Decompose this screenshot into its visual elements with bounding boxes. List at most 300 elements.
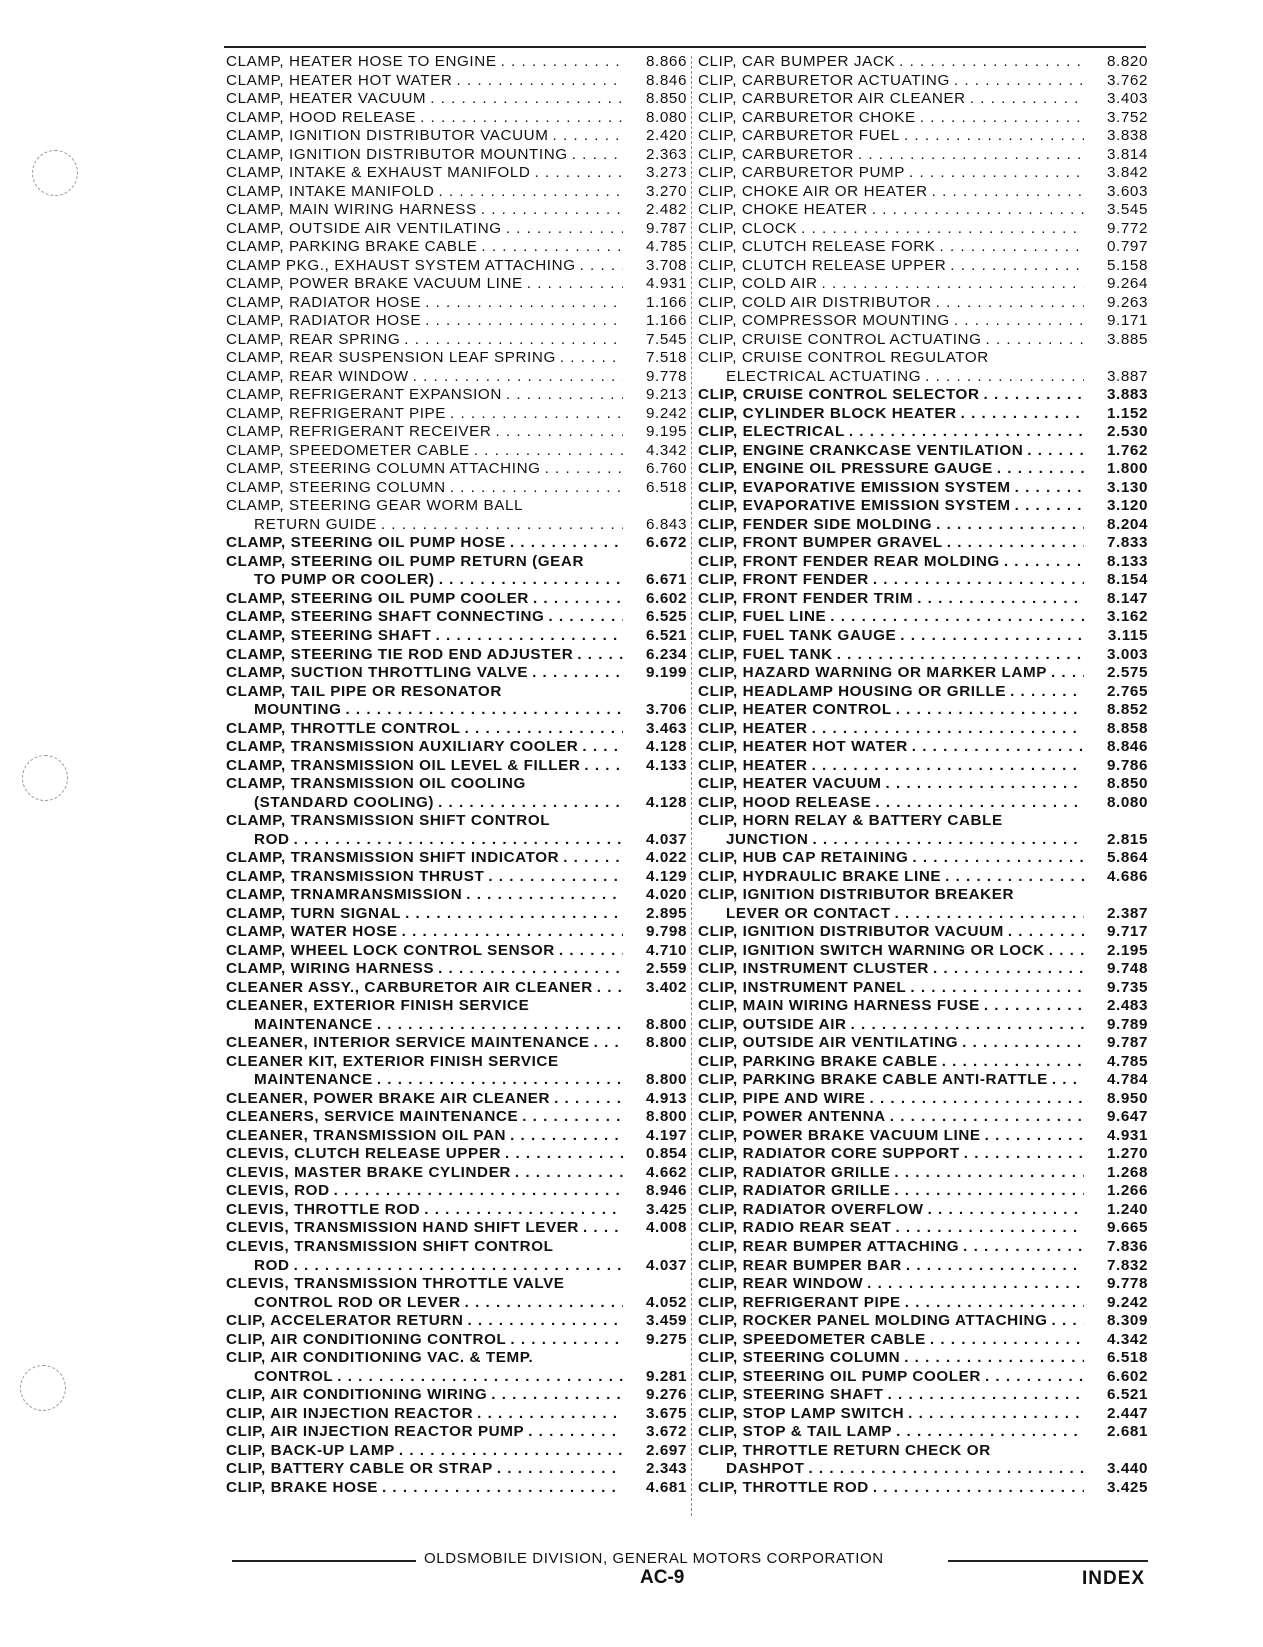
index-entry-page — [623, 1053, 687, 1072]
index-entry-text: CLIP, CHOKE AIR OR HEATER — [698, 183, 932, 200]
index-entry-page: 2.895 — [623, 905, 687, 924]
index-entry — [698, 627, 1148, 646]
index-entry-page: 3.545 — [1084, 201, 1148, 220]
index-entry-text: CLAMP, TRANSMISSION SHIFT CONTROL — [226, 812, 554, 829]
index-entry-text: CLAMP, WATER HOSE — [226, 923, 402, 940]
index-entry-name — [698, 1071, 1084, 1090]
index-entry-text: CLIP, CLUTCH RELEASE FORK — [698, 238, 940, 255]
index-entry-page: 3.003 — [1084, 646, 1148, 665]
index-entry-text: CLEVIS, TRANSMISSION THROTTLE VALVE — [226, 1275, 569, 1292]
index-entry-page: 2.697 — [623, 1442, 687, 1461]
index-entry — [226, 479, 687, 498]
index-entry-text: CLAMP, REAR SPRING — [226, 331, 404, 348]
index-entry-name — [698, 960, 1084, 979]
index-entry-page: 9.748 — [1084, 960, 1148, 979]
index-entry-name — [226, 831, 623, 850]
index-entry-text: CLIP, POWER BRAKE VACUUM LINE — [698, 1127, 985, 1144]
index-entry — [226, 646, 687, 665]
index-entry — [226, 794, 687, 813]
index-entry-text: CLIP, FRONT FENDER TRIM — [698, 590, 917, 607]
index-entry-text: CLIP, MAIN WIRING HARNESS FUSE — [698, 997, 984, 1014]
index-entry-page: 3.115 — [1084, 627, 1148, 646]
index-entry-name — [698, 146, 1084, 165]
index-entry-page: 8.309 — [1084, 1312, 1148, 1331]
index-entry-page — [623, 812, 687, 831]
index-entry-name — [226, 1349, 623, 1368]
index-entry — [226, 460, 687, 479]
index-entry-text: CLEANER, POWER BRAKE AIR CLEANER — [226, 1090, 554, 1107]
index-entry-text: CLAMP, HEATER VACUUM — [226, 90, 430, 107]
index-entry-name — [698, 1479, 1084, 1498]
index-entry-name — [698, 257, 1084, 276]
index-entry — [226, 923, 687, 942]
index-entry-page: 2.530 — [1084, 423, 1148, 442]
index-entry-text: CLAMP, MAIN WIRING HARNESS — [226, 201, 481, 218]
index-entry-page: 3.603 — [1084, 183, 1148, 202]
index-entry-page: 6.671 — [623, 571, 687, 590]
index-entry-page: 8.154 — [1084, 571, 1148, 590]
index-entry — [698, 257, 1148, 276]
index-entry-text: CLIP, OUTSIDE AIR VENTILATING — [698, 1034, 962, 1051]
section-label: INDEX — [1082, 1568, 1146, 1589]
index-entry-text: DASHPOT — [726, 1460, 808, 1477]
index-entry-name — [226, 1460, 623, 1479]
index-entry-page: 9.264 — [1084, 275, 1148, 294]
index-entry-text: CLIP, CRUISE CONTROL REGULATOR — [698, 349, 993, 366]
index-entry — [698, 1331, 1148, 1350]
index-entry-name — [698, 368, 1084, 387]
index-entry-page: 6.518 — [623, 479, 687, 498]
index-entry-text: CLIP, ACCELERATOR RETURN — [226, 1312, 467, 1329]
index-entry-name — [698, 664, 1084, 683]
index-entry-text: JUNCTION — [726, 831, 812, 848]
index-entry — [698, 1386, 1148, 1405]
index-entry-page: 1.152 — [1084, 405, 1148, 424]
index-entry-name — [226, 1386, 623, 1405]
index-entry — [698, 1201, 1148, 1220]
index-entry — [698, 1145, 1148, 1164]
index-entry-name — [226, 664, 623, 683]
index-entry — [698, 942, 1148, 961]
index-entry-page: 9.171 — [1084, 312, 1148, 331]
index-entry — [698, 590, 1148, 609]
index-entry-name — [698, 1219, 1084, 1238]
index-entry-page: 7.518 — [623, 349, 687, 368]
index-entry-page: 2.420 — [623, 127, 687, 146]
index-entry-text: CLIP, CAR BUMPER JACK — [698, 53, 899, 70]
index-entry-name — [226, 886, 623, 905]
index-entry-text: CLIP, IGNITION DISTRIBUTOR BREAKER — [698, 886, 1018, 903]
index-entry-text: MAINTENANCE — [254, 1071, 377, 1088]
index-entry — [226, 349, 687, 368]
index-entry-name — [226, 1201, 623, 1220]
index-entry — [698, 405, 1148, 424]
index-entry — [226, 294, 687, 313]
index-entry-page: 8.852 — [1084, 701, 1148, 720]
index-entry-text: CLIP, AIR CONDITIONING CONTROL — [226, 1331, 510, 1348]
index-entry — [226, 1182, 687, 1201]
index-entry-name — [226, 405, 623, 424]
index-entry-text: CLEANERS, SERVICE MAINTENANCE — [226, 1108, 522, 1125]
index-entry-page: 3.425 — [623, 1201, 687, 1220]
index-entry-name — [226, 1071, 623, 1090]
index-entry-name — [698, 1145, 1084, 1164]
index-entry-text: CLIP, HEATER VACUUM — [698, 775, 886, 792]
index-entry-name — [226, 701, 623, 720]
index-entry-text: MAINTENANCE — [254, 1016, 377, 1033]
index-entry-name — [698, 312, 1084, 331]
index-entry — [698, 849, 1148, 868]
index-entry-name — [226, 238, 623, 257]
index-entry — [226, 331, 687, 350]
index-entry-name — [698, 1053, 1084, 1072]
index-entry-text: CLEVIS, TRANSMISSION SHIFT CONTROL — [226, 1238, 558, 1255]
index-entry — [698, 53, 1148, 72]
index-entry — [698, 1016, 1148, 1035]
index-entry-page: 9.772 — [1084, 220, 1148, 239]
index-entry-text: CLIP, FENDER SIDE MOLDING — [698, 516, 936, 533]
index-entry-page: 4.785 — [623, 238, 687, 257]
index-entry-page: 2.765 — [1084, 683, 1148, 702]
index-entry-page: 3.463 — [623, 720, 687, 739]
index-entry-name — [698, 1368, 1084, 1387]
index-entry-page: 9.787 — [623, 220, 687, 239]
index-entry-name — [226, 553, 623, 572]
index-entry — [698, 534, 1148, 553]
index-entry-page: 8.858 — [1084, 720, 1148, 739]
index-entry — [226, 1275, 687, 1294]
index-entry — [226, 1386, 687, 1405]
index-entry-page — [1084, 812, 1148, 831]
index-entry-page: 8.800 — [623, 1034, 687, 1053]
index-entry — [226, 1127, 687, 1146]
index-entry-text: CLIP, CARBURETOR — [698, 146, 858, 163]
index-entry-page: 4.037 — [623, 1257, 687, 1276]
index-entry-text: CLIP, CARBURETOR AIR CLEANER — [698, 90, 970, 107]
index-entry-page: 3.459 — [623, 1312, 687, 1331]
index-entry-name — [226, 331, 623, 350]
index-entry-page: 8.080 — [623, 109, 687, 128]
index-entry-text: CLIP, COLD AIR — [698, 275, 822, 292]
index-entry — [698, 701, 1148, 720]
footer-division: OLDSMOBILE DIVISION, GENERAL MOTORS CORPORATION — [424, 1550, 884, 1567]
index-entry-text: CLAMP, TRANSMISSION OIL COOLING — [226, 775, 530, 792]
index-entry-page: 8.080 — [1084, 794, 1148, 813]
index-entry-text: CLEANER KIT, EXTERIOR FINISH SERVICE — [226, 1053, 563, 1070]
index-entry-name — [698, 1294, 1084, 1313]
index-entry-page: 3.162 — [1084, 608, 1148, 627]
index-entry-name — [226, 997, 623, 1016]
index-entry — [226, 683, 687, 702]
index-entry — [698, 127, 1148, 146]
index-entry-text: CLIP, AIR INJECTION REACTOR — [226, 1405, 477, 1422]
index-entry-name — [698, 849, 1084, 868]
index-entry-page: 5.864 — [1084, 849, 1148, 868]
index-entry — [226, 275, 687, 294]
index-entry — [698, 1108, 1148, 1127]
index-entry-name — [226, 1312, 623, 1331]
index-entry-name — [698, 757, 1084, 776]
index-entry-text: CLAMP, STEERING COLUMN ATTACHING — [226, 460, 545, 477]
index-entry-name — [226, 646, 623, 665]
index-entry-text: CLAMP, WHEEL LOCK CONTROL SENSOR — [226, 942, 559, 959]
index-entry — [698, 923, 1148, 942]
index-entry-page: 8.950 — [1084, 1090, 1148, 1109]
index-entry — [698, 423, 1148, 442]
index-entry — [226, 312, 687, 331]
index-entry — [698, 553, 1148, 572]
index-entry — [698, 1219, 1148, 1238]
index-entry-text: TO PUMP OR COOLER) — [254, 571, 439, 588]
index-entry-page: 8.800 — [623, 1016, 687, 1035]
index-entry — [226, 1219, 687, 1238]
index-entry-page: 9.199 — [623, 664, 687, 683]
index-entry-page: 2.363 — [623, 146, 687, 165]
index-entry-page: 9.735 — [1084, 979, 1148, 998]
index-entry-page: 1.268 — [1084, 1164, 1148, 1183]
index-entry-text: CLIP, CARBURETOR PUMP — [698, 164, 909, 181]
index-entry-name — [226, 497, 623, 516]
index-entry — [698, 775, 1148, 794]
index-entry — [698, 1368, 1148, 1387]
index-entry-name — [226, 442, 623, 461]
index-entry-page: 6.843 — [623, 516, 687, 535]
index-entry-name — [226, 386, 623, 405]
index-entry-page: 2.343 — [623, 1460, 687, 1479]
index-entry — [698, 960, 1148, 979]
index-entry-page: 3.883 — [1084, 386, 1148, 405]
index-entry — [698, 516, 1148, 535]
index-entry-name — [226, 1275, 623, 1294]
index-entry-page: 1.166 — [623, 312, 687, 331]
index-entry — [698, 1164, 1148, 1183]
index-entry-name — [226, 1257, 623, 1276]
index-entry-text: CLIP, BACK-UP LAMP — [226, 1442, 399, 1459]
index-entry — [698, 164, 1148, 183]
index-entry — [226, 960, 687, 979]
index-entry — [698, 331, 1148, 350]
index-entry-page: 4.197 — [623, 1127, 687, 1146]
index-entry-page: 4.931 — [1084, 1127, 1148, 1146]
footer-rule-right — [948, 1560, 1148, 1562]
index-entry-name — [226, 1368, 623, 1387]
index-entry-name — [698, 627, 1084, 646]
index-entry-text: CLIP, HOOD RELEASE — [698, 794, 875, 811]
index-entry-name — [698, 831, 1084, 850]
index-entry-text: CLIP, FUEL TANK GAUGE — [698, 627, 900, 644]
index-entry — [698, 238, 1148, 257]
index-entry-name — [698, 905, 1084, 924]
index-entry-text: CLAMP, HOOD RELEASE — [226, 109, 420, 126]
index-entry-text: CLAMP, TAIL PIPE OR RESONATOR — [226, 683, 506, 700]
index-entry-text: CLAMP, POWER BRAKE VACUUM LINE — [226, 275, 527, 292]
index-entry — [226, 497, 687, 516]
index-entry-name — [226, 72, 623, 91]
index-entry-page: 4.052 — [623, 1294, 687, 1313]
index-entry-page: 3.440 — [1084, 1460, 1148, 1479]
index-entry — [226, 220, 687, 239]
index-entry-page: 6.521 — [623, 627, 687, 646]
index-entry-name — [698, 1423, 1084, 1442]
index-entry-text: CLIP, RADIATOR GRILLE — [698, 1164, 894, 1181]
index-entry — [226, 590, 687, 609]
index-entry-page: 3.706 — [623, 701, 687, 720]
index-entry — [226, 1442, 687, 1461]
index-entry — [226, 1349, 687, 1368]
index-entry-name — [698, 1238, 1084, 1257]
index-entry-name — [226, 738, 623, 757]
index-entry-text: CLEANER ASSY., CARBURETOR AIR CLEANER — [226, 979, 597, 996]
index-entry-page: 5.158 — [1084, 257, 1148, 276]
index-entry-page: 6.234 — [623, 646, 687, 665]
index-entry-name — [226, 979, 623, 998]
index-entry-page: 9.242 — [623, 405, 687, 424]
index-entry — [698, 72, 1148, 91]
index-entry — [698, 868, 1148, 887]
index-entry-page — [1084, 886, 1148, 905]
index-entry — [698, 1127, 1148, 1146]
index-entry — [698, 1257, 1148, 1276]
index-entry-text: CLIP, INSTRUMENT PANEL — [698, 979, 910, 996]
index-entry-name — [698, 1405, 1084, 1424]
index-entry — [698, 1460, 1148, 1479]
index-entry-text: CLAMP, STEERING SHAFT — [226, 627, 436, 644]
index-entry-text: CLAMP, WIRING HARNESS — [226, 960, 438, 977]
index-entry-text: CLIP, HUB CAP RETAINING — [698, 849, 912, 866]
index-entry-text: RETURN GUIDE — [254, 516, 381, 533]
index-entry-page: 2.559 — [623, 960, 687, 979]
index-entry-text: CLIP, RADIATOR GRILLE — [698, 1182, 894, 1199]
index-entry-text: CLAMP, STEERING TIE ROD END ADJUSTER — [226, 646, 577, 663]
index-entry-text: CLIP, ELECTRICAL — [698, 423, 849, 440]
index-entry-text: CLAMP, THROTTLE CONTROL — [226, 720, 465, 737]
index-entry-name — [226, 720, 623, 739]
index-entry — [226, 886, 687, 905]
index-entry-text: MOUNTING — [254, 701, 345, 718]
index-entry-name — [226, 183, 623, 202]
index-entry — [226, 775, 687, 794]
index-entry-page: 3.708 — [623, 257, 687, 276]
index-entry-text: CLAMP, REFRIGERANT RECEIVER — [226, 423, 495, 440]
index-entry-page — [623, 1238, 687, 1257]
index-entry-name — [698, 1127, 1084, 1146]
index-entry-text: CLIP, PARKING BRAKE CABLE — [698, 1053, 942, 1070]
index-column-left — [226, 53, 687, 1497]
index-entry-text: CLAMP, STEERING COLUMN — [226, 479, 450, 496]
index-entry-text: CLEANER, INTERIOR SERVICE MAINTENANCE — [226, 1034, 594, 1051]
index-entry-name — [226, 1108, 623, 1127]
index-entry — [226, 1145, 687, 1164]
index-entry-page: 2.482 — [623, 201, 687, 220]
index-entry-text: CLIP, RADIATOR CORE SUPPORT — [698, 1145, 964, 1162]
index-entry-name — [226, 683, 623, 702]
index-entry-name — [698, 238, 1084, 257]
index-entry-page — [623, 997, 687, 1016]
index-entry-name — [226, 423, 623, 442]
index-entry-page: 3.120 — [1084, 497, 1148, 516]
index-entry-name — [698, 1108, 1084, 1127]
index-entry-page: 4.037 — [623, 831, 687, 850]
index-entry — [226, 1238, 687, 1257]
index-entry-text: CLIP, REFRIGERANT PIPE — [698, 1294, 905, 1311]
index-entry — [698, 1053, 1148, 1072]
index-entry — [226, 423, 687, 442]
index-entry — [226, 1016, 687, 1035]
punch-hole — [32, 150, 78, 196]
index-entry-page: 8.133 — [1084, 553, 1148, 572]
index-entry-text: CLEANER, TRANSMISSION OIL PAN — [226, 1127, 510, 1144]
index-entry — [698, 1090, 1148, 1109]
index-entry-page: 3.130 — [1084, 479, 1148, 498]
index-entry — [226, 109, 687, 128]
index-entry — [698, 275, 1148, 294]
index-entry — [226, 127, 687, 146]
index-entry — [226, 831, 687, 850]
index-entry — [226, 386, 687, 405]
index-entry — [226, 720, 687, 739]
index-entry-name — [698, 775, 1084, 794]
index-entry-page: 6.521 — [1084, 1386, 1148, 1405]
index-entry-page: 3.425 — [1084, 1479, 1148, 1498]
index-entry-name — [226, 757, 623, 776]
index-entry-name — [698, 1016, 1084, 1035]
index-entry — [226, 997, 687, 1016]
index-entry-name — [698, 72, 1084, 91]
index-entry-page — [623, 497, 687, 516]
index-entry-name — [698, 571, 1084, 590]
index-entry — [226, 1053, 687, 1072]
index-entry-text: CLAMP, IGNITION DISTRIBUTOR VACUUM — [226, 127, 553, 144]
index-entry-page: 9.263 — [1084, 294, 1148, 313]
index-entry-text: CLIP, CARBURETOR FUEL — [698, 127, 904, 144]
index-entry-name — [698, 349, 1084, 368]
index-entry-name — [226, 923, 623, 942]
index-entry-text: LEVER OR CONTACT — [726, 905, 895, 922]
index-entry-name — [226, 90, 623, 109]
index-entry-name — [698, 942, 1084, 961]
index-entry-name — [226, 1294, 623, 1313]
index-entry — [226, 72, 687, 91]
index-entry-text: CLIP, CYLINDER BLOCK HEATER — [698, 405, 961, 422]
index-entry-name — [226, 905, 623, 924]
index-entry-text: CLIP, COMPRESSOR MOUNTING — [698, 312, 954, 329]
index-entry-page: 6.518 — [1084, 1349, 1148, 1368]
index-entry-page: 9.276 — [623, 1386, 687, 1405]
index-entry — [226, 979, 687, 998]
index-entry — [226, 1405, 687, 1424]
index-entry-text: CLIP, FUEL TANK — [698, 646, 837, 663]
index-entry-name — [698, 1442, 1084, 1461]
index-entry-name — [698, 460, 1084, 479]
index-entry-text: CLIP, HEADLAMP HOUSING OR GRILLE — [698, 683, 1010, 700]
index-entry-page: 6.760 — [623, 460, 687, 479]
top-rule — [224, 46, 1146, 48]
index-entry-page: 2.483 — [1084, 997, 1148, 1016]
index-entry-name — [226, 1090, 623, 1109]
index-entry-text: CLAMP, REAR WINDOW — [226, 368, 413, 385]
index-entry-name — [226, 1442, 623, 1461]
index-entry-text: CLIP, FRONT FENDER REAR MOLDING — [698, 553, 1004, 570]
index-entry-text: CLIP, CRUISE CONTROL ACTUATING — [698, 331, 986, 348]
index-entry-page: 3.672 — [623, 1423, 687, 1442]
index-entry-page: 8.850 — [623, 90, 687, 109]
index-entry-name — [226, 960, 623, 979]
index-entry-page: 3.885 — [1084, 331, 1148, 350]
index-entry-name — [698, 201, 1084, 220]
index-entry-text: CLAMP, STEERING SHAFT CONNECTING — [226, 608, 548, 625]
index-entry-text: CLAMP, REFRIGERANT EXPANSION — [226, 386, 506, 403]
index-entry-page — [623, 775, 687, 794]
